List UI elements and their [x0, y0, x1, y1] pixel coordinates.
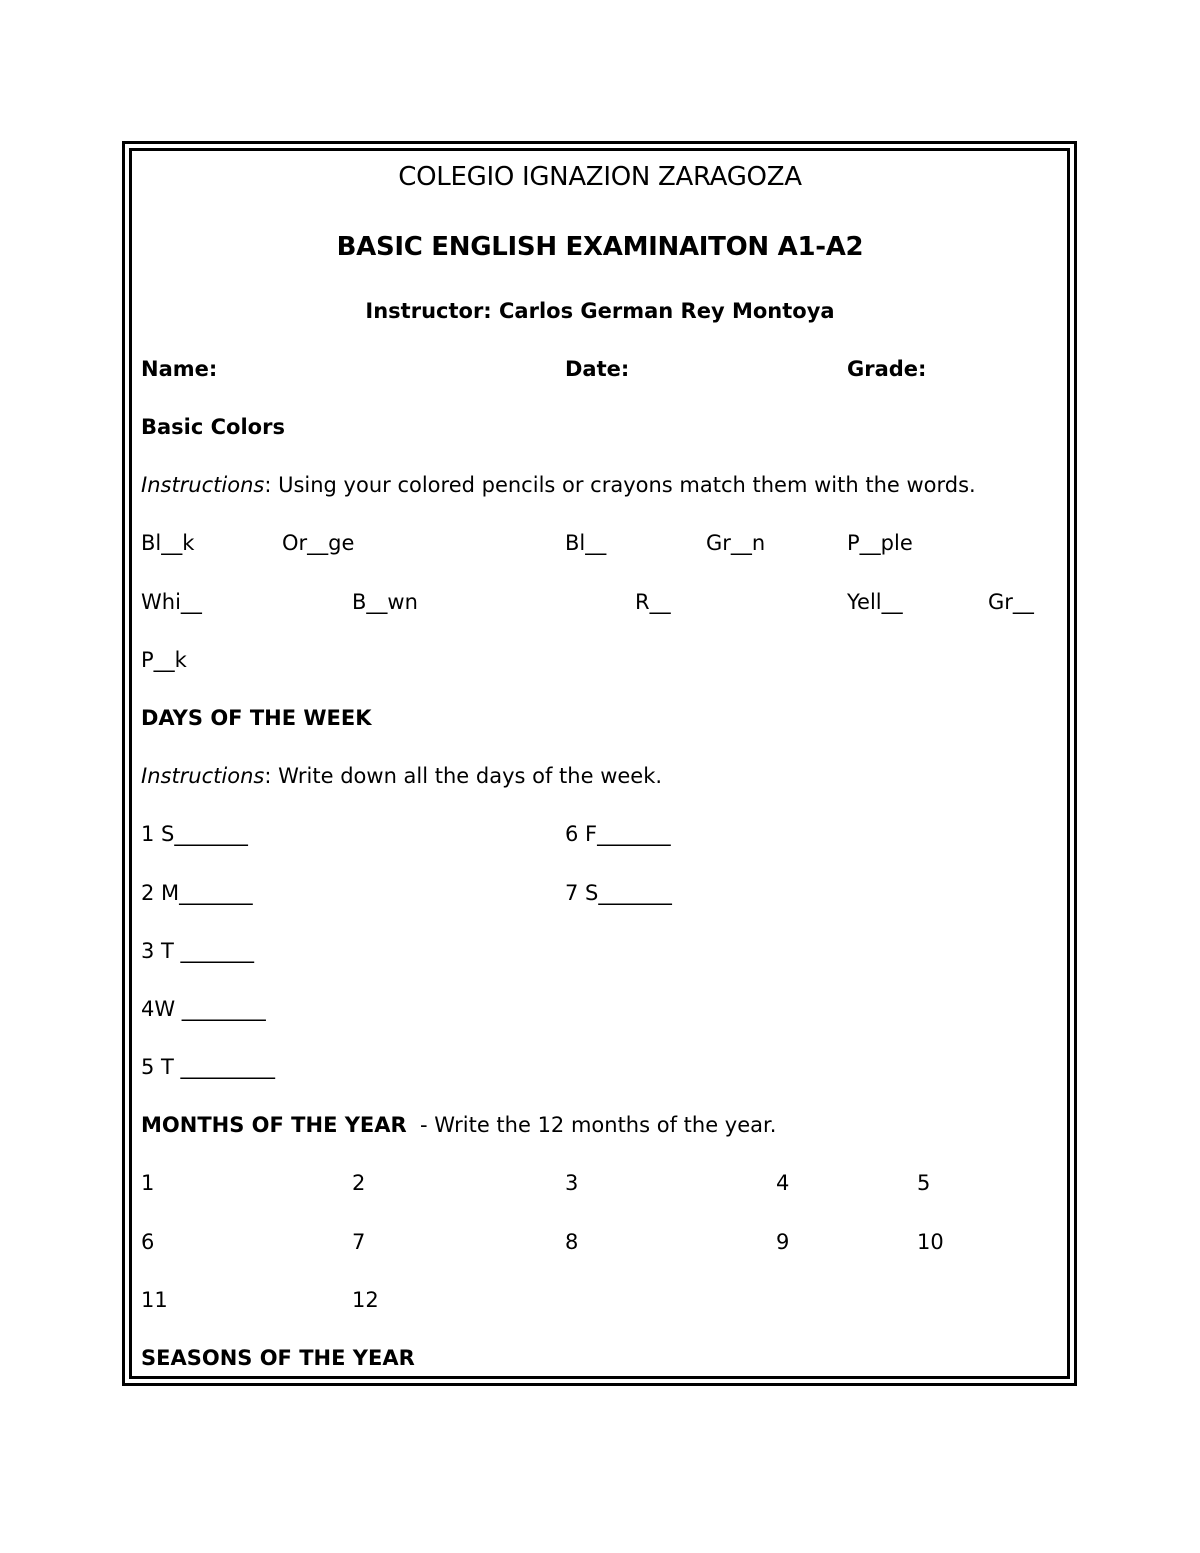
month-number: 7 — [352, 1230, 366, 1254]
month-number: 10 — [917, 1230, 944, 1254]
month-number: 12 — [352, 1288, 379, 1312]
color-word: Bl__k — [141, 531, 195, 555]
month-number: 4 — [776, 1171, 790, 1195]
color-word: Gr__ — [988, 590, 1034, 614]
day-item: 7 S_______ — [565, 881, 672, 905]
colors-instructions — [141, 472, 976, 498]
color-word: Whi__ — [141, 590, 202, 614]
month-number: 1 — [141, 1171, 155, 1195]
day-item: 2 M_______ — [141, 881, 253, 905]
months-heading: MONTHS OF THE YEAR — [141, 1113, 407, 1137]
instructions-text: : Write down all the days of the week. — [264, 764, 663, 788]
color-word: Or__ge — [282, 531, 355, 555]
day-item: 4W ________ — [141, 997, 266, 1021]
month-number: 2 — [352, 1171, 366, 1195]
month-number: 3 — [565, 1171, 579, 1195]
months-heading-line — [141, 1112, 776, 1138]
day-item: 1 S_______ — [141, 822, 248, 846]
seasons-heading: SEASONS OF THE YEAR — [141, 1346, 415, 1370]
days-instructions — [141, 763, 662, 789]
color-word: Bl__ — [565, 531, 607, 555]
month-number: 5 — [917, 1171, 931, 1195]
color-word: Gr__n — [706, 531, 766, 555]
instructions-label: Instructions — [141, 764, 265, 788]
color-word: P__k — [141, 648, 187, 672]
instructions-text: : Using your colored pencils or crayons match them with the words. — [264, 473, 976, 497]
date-label: Date: — [565, 357, 630, 381]
instructor-line: Instructor: Carlos German Rey Montoya — [365, 299, 835, 323]
grade-label: Grade: — [847, 357, 927, 381]
exam-title: BASIC ENGLISH EXAMINAITON A1-A2 — [336, 232, 864, 262]
days-heading: DAYS OF THE WEEK — [141, 706, 372, 730]
month-number: 8 — [565, 1230, 579, 1254]
color-word: R__ — [635, 590, 671, 614]
instructions-label: Instructions — [141, 473, 265, 497]
months-instructions: - Write the 12 months of the year. — [406, 1113, 777, 1137]
day-item: 5 T _________ — [141, 1055, 276, 1079]
month-number: 9 — [776, 1230, 790, 1254]
month-number: 6 — [141, 1230, 155, 1254]
color-word: P__ple — [847, 531, 913, 555]
colors-heading: Basic Colors — [141, 415, 285, 439]
school-name: COLEGIO IGNAZION ZARAGOZA — [398, 162, 802, 192]
month-number: 11 — [141, 1288, 168, 1312]
color-word: Yell__ — [847, 590, 903, 614]
day-item: 6 F_______ — [565, 822, 671, 846]
name-label: Name: — [141, 357, 218, 381]
day-item: 3 T _______ — [141, 939, 255, 963]
color-word: B__wn — [352, 590, 418, 614]
